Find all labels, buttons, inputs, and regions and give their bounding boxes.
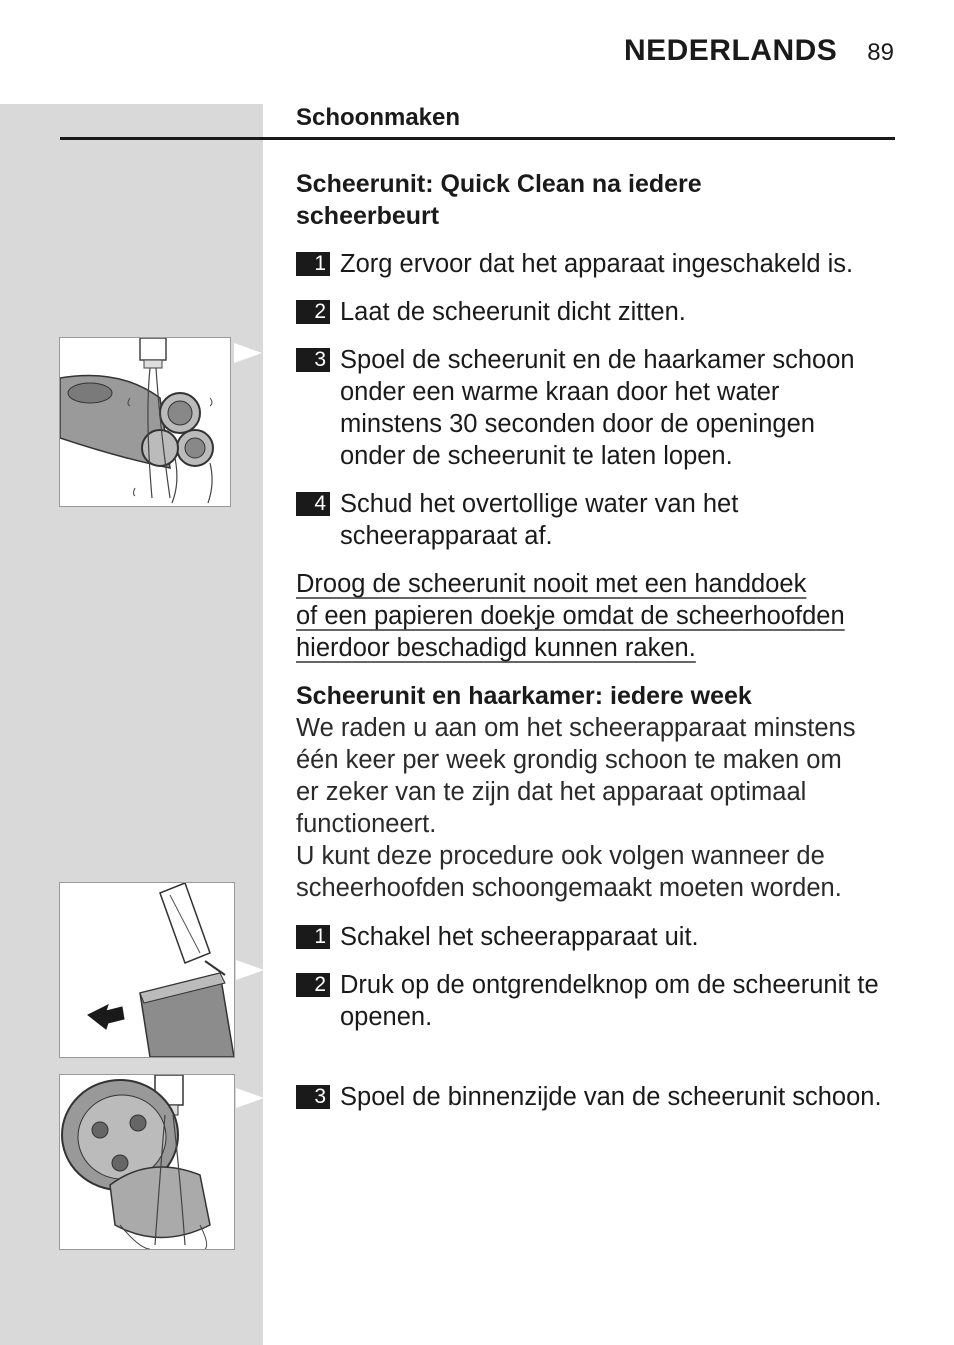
- step-number: 3: [296, 348, 330, 372]
- step-number: 3: [296, 1085, 330, 1109]
- step-text: Spoel de binnenzijde van de scheerunit schoon.: [340, 1083, 882, 1111]
- step-item: [296, 1081, 896, 1113]
- open-shaving-unit-illustration: [59, 882, 235, 1058]
- page-header: [624, 34, 894, 68]
- step-item: [296, 969, 896, 1033]
- step-text: Spoel de scheerunit en de haarkamer schoon onder een warme kraan door het water minstens 30 seconden door de openingen onder de scheerunit te laten lopen.: [340, 346, 855, 470]
- step-text: Schud het overtollige water van het scheerapparaat af.: [340, 490, 739, 550]
- page-number: 89: [867, 39, 894, 66]
- warning-note: Droog de scheerunit nooit met een handdoek of een papieren doekje omdat de scheerhoofden hierdoor beschadigd kunnen raken.: [296, 570, 845, 662]
- rinse-inside-illustration: [59, 1074, 235, 1250]
- section-rule: [60, 137, 895, 140]
- step-text: Laat de scheerunit dicht zitten.: [340, 298, 686, 326]
- step-text: Schakel het scheerapparaat uit.: [340, 923, 699, 951]
- step-item: [296, 296, 896, 328]
- language-title: NEDERLANDS: [623, 34, 838, 67]
- step-text: Druk op de ontgrendelknop om de scheerunit te openen.: [340, 971, 879, 1031]
- weekly-heading: Scheerunit en haarkamer: iedere week: [296, 682, 752, 710]
- step-number: 1: [296, 252, 330, 276]
- section-title: Schoonmaken: [296, 104, 461, 131]
- step-text: Zorg ervoor dat het apparaat ingeschakeld is.: [340, 250, 854, 278]
- illustration-pointer: [236, 960, 264, 980]
- rinse-shaver-illustration: [59, 337, 231, 507]
- step-number: 2: [296, 300, 330, 324]
- step-number: 1: [296, 925, 330, 949]
- illustration-pointer: [236, 1088, 264, 1108]
- illustration-pointer: [234, 343, 262, 363]
- step-item: [296, 488, 796, 552]
- step-item: [296, 248, 896, 280]
- step-item: [296, 921, 896, 953]
- step-number: 2: [296, 973, 330, 997]
- step-item: [296, 344, 881, 472]
- step-number: 4: [296, 492, 330, 516]
- quick-clean-heading: Scheerunit: Quick Clean na iedere scheerbeurt: [296, 170, 702, 230]
- weekly-section: Scheerunit en haarkamer: iedere week We raden u aan om het scheerapparaat minstens één keer per week grondig schoon te maken om er zeker van te zijn dat het apparaat optimaal functioneert. U kunt deze procedure ook volgen wanneer de scheerhoofden schoongemaakt moeten worden.: [296, 680, 896, 904]
